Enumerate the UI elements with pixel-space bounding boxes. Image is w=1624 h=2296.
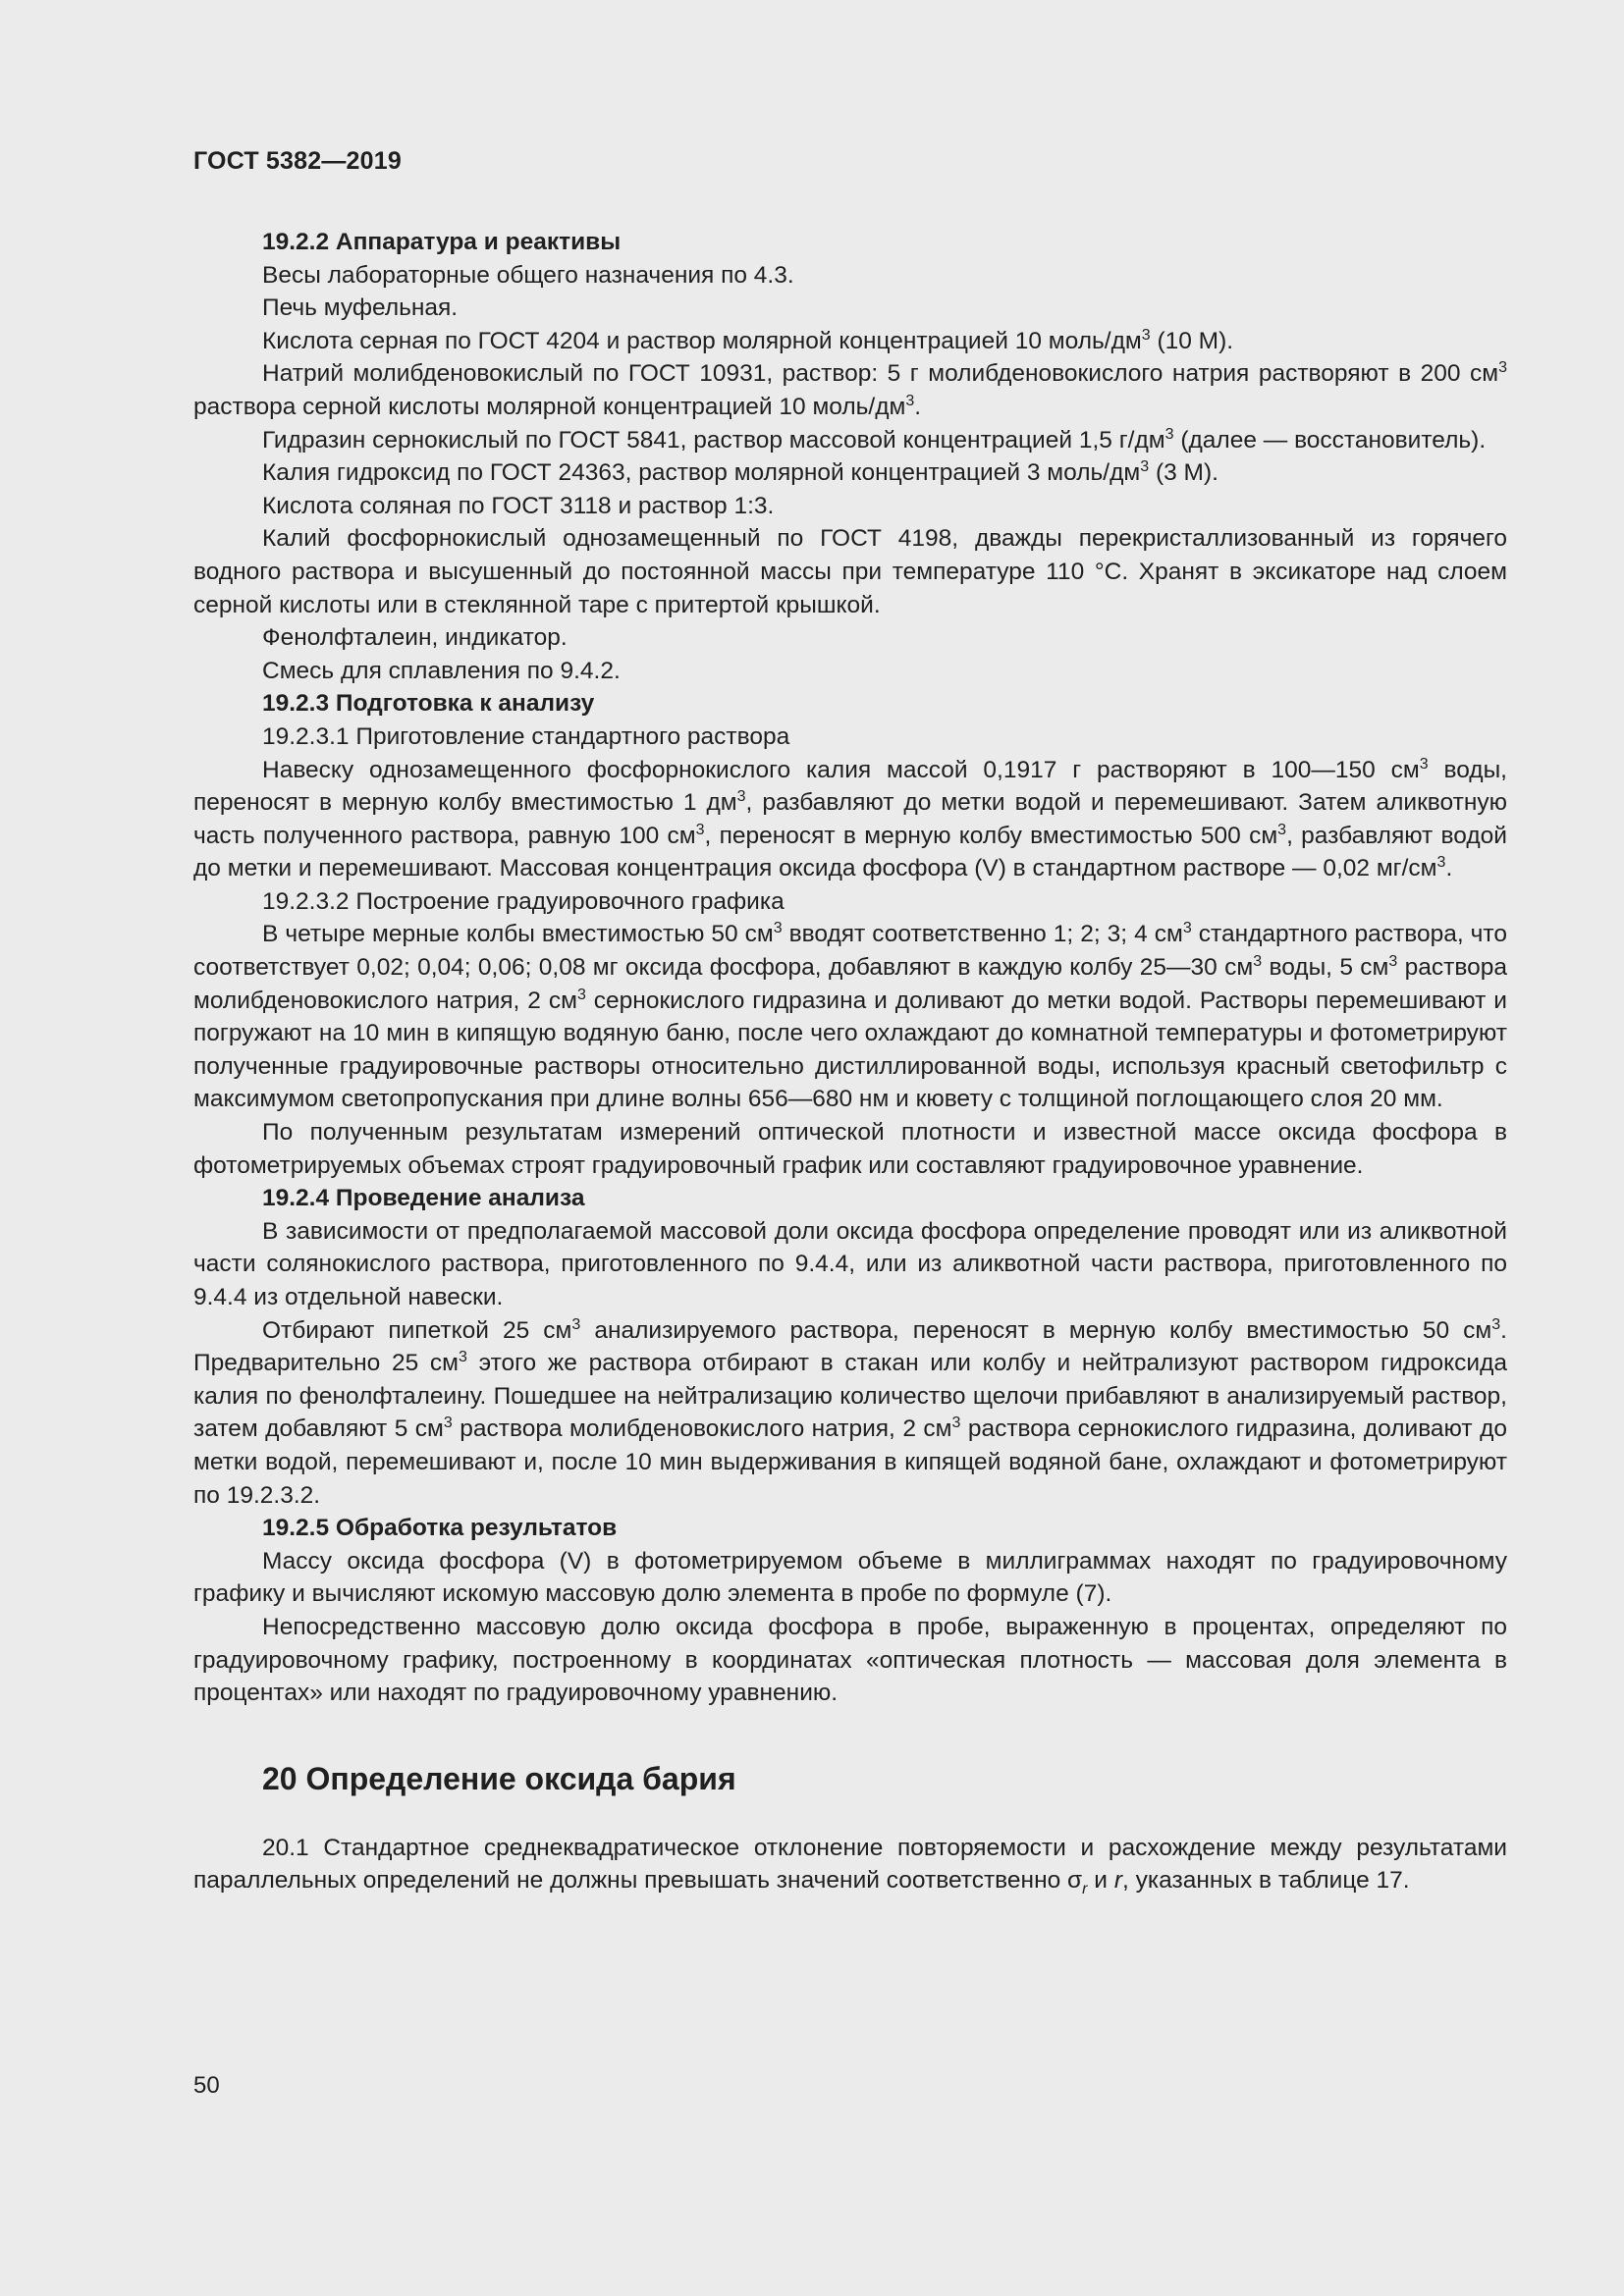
running-header: ГОСТ 5382—2019 (193, 147, 402, 175)
paragraph-scales: Весы лабораторные общего назначения по 4.3. (262, 261, 794, 289)
heading-19-2-2: 19.2.2 Аппаратура и реактивы (262, 229, 622, 255)
paragraph-calibration: В четыре мерные колбы вместимостью 50 $см^3$ вводят соответственно 1; 2; 3; 4 $см^3$ стандартного раствора, что соответствует 0,02; 0,04; 0,06; 0,08 мг оксида фосфора, добавляют в каждую колбу 25—30 $см^3$ воды, 5 $см^3$ раствора молибденовокислого натрия, 2 $см^3$ сернокислого гидразина и доливают до метки водой. Растворы перемешивают и погружают на 10 мин в кипящую водяную баню, после чего охлаждают до комнатной температуры и фотометрируют полученные градуировочные растворы относительно дистиллированной воды, используя красный светофильтр с максимумом светопропускания при длине волны 656—680 нм и кювету с толщиной поглощающего слоя 20 мм. (193, 920, 1508, 1113)
paragraph-results-mass: Массу оксида фосфора (V) в фотометрируемом объеме в миллиграммах находят по градуировочному графику и вычисляют искомую массовую долю элемента в пробе по формуле (7). (193, 1547, 1507, 1608)
paragraph-potassium-hydroxide: Калия гидроксид по ГОСТ 24363, раствор молярной концентрацией 3 моль/$дм^3$ (3 М). (262, 458, 1218, 487)
paragraph-furnace: Печь муфельная. (262, 294, 459, 322)
paragraph-results-fraction: Непосредственно массовую долю оксида фосфора в пробе, выраженную в процентах, определяют по градуировочному графику, построенному в координатах «оптическая плотность — массовая доля элемента в процентах» или находят по градуировочному уравнению. (193, 1613, 1507, 1707)
heading-19-2-5: 19.2.5 Обработка результатов (262, 1515, 618, 1542)
paragraph-analysis-source: В зависимости от предполагаемой массовой доли оксида фосфора определение проводят или из аликвотной части солянокислого раствора, приготовленного по 9.4.4, или из аликвотной части раствора, приготовленного по 9.4.4 из отдельной навески. (193, 1217, 1507, 1310)
paragraph-calibration-graph: По полученным результатам измерений оптической плотности и известной массе оксида фосфора в фотометрируемых объемах строят градуировочный график или составляют градуировочное уравнение. (193, 1119, 1507, 1179)
page-content (193, 226, 1507, 1897)
paragraph-20-1: 20.1 Стандартное среднеквадратическое отклонение повторяемости и расхождение между результатами параллельных определений не должны превышать значений соответственно $\sigma_r$ и r, указанных в таблице 17. (193, 1834, 1507, 1898)
paragraph-analysis-procedure: Отбирают пипеткой 25 $см^3$ анализируемого раствора, переносят в мерную колбу вместимостью 50 $см^3$. Предварительно 25 $см^3$ этого же раствора отбирают в стакан или колбу и нейтрализуют раствором гидроксида калия по фенолфталеину. Пошедшее на нейтрализацию количество щелочи прибавляют в анализируемый раствор, затем добавляют 5 $см^3$ раствора молибденовокислого натрия, 2 $см^3$ раствора сернокислого гидразина, доливают до метки водой, перемешивают и, после 10 мин выдерживания в кипящей водяной бане, охлаждают и фотометрируют по 19.2.3.2. (193, 1315, 1508, 1509)
paragraph-fusion-mixture: Смесь для сплавления по 9.4.2. (262, 657, 621, 684)
section-title-20: 20 Определение оксида бария (262, 1760, 736, 1796)
heading-19-2-3: 19.2.3 Подготовка к анализу (262, 690, 595, 718)
paragraph-hydrazine: Гидразин сернокислый по ГОСТ 5841, раствор массовой концентрацией 1,5 $г/дм^3$ (далее — восстановитель). (262, 425, 1487, 454)
subheading-19-2-3-2: 19.2.3.2 Построение градуировочного графика (262, 887, 785, 915)
paragraph-standard-solution: Навеску однозамещенного фосфорнокислого калия массой 0,1917 г растворяют в 100—150 $см^3$ воды, переносят в мерную колбу вместимостью 1 $дм^3$, разбавляют до метки водой и перемешивают. Затем аликвотную часть полученного раствора, равную 100 $см^3$, переносят в мерную колбу вместимостью 500 $см^3$, разбавляют водой до метки и перемешивают. Массовая концентрация оксида фосфора (V) в стандартном растворе — 0,02 $мг/см^3$. (193, 755, 1507, 882)
subheading-19-2-3-1: 19.2.3.1 Приготовление стандартного раствора (262, 722, 790, 750)
paragraph-hydrochloric-acid: Кислота соляная по ГОСТ 3118 и раствор 1:3. (262, 492, 775, 519)
page-number: 50 (193, 2072, 220, 2099)
paragraph-phenolphthalein: Фенолфталеин, индикатор. (262, 624, 568, 652)
title-spacer (193, 1798, 1507, 1832)
paragraph-sulfuric-acid: Кислота серная по ГОСТ 4204 и раствор молярной концентрацией 10 моль/$дм^3$ (10 М). (262, 326, 1234, 354)
paragraph-potassium-phosphate: Калий фосфорнокислый однозамещенный по ГОСТ 4198, дважды перекристаллизованный из горячего водного раствора и высушенный до постоянной массы при температуре 110 °С. Хранят в эксикаторе над слоем серной кислоты или в стеклянной таре с притертой крышкой. (193, 525, 1507, 618)
paragraph-sodium-molybdate: Натрий молибденовокислый по ГОСТ 10931, раствор: 5 г молибденовокислого натрия растворяют в 200 $см^3$ раствора серной кислоты молярной концентрацией 10 моль/$дм^3$. (193, 359, 1507, 420)
heading-19-2-4: 19.2.4 Проведение анализа (262, 1185, 585, 1212)
